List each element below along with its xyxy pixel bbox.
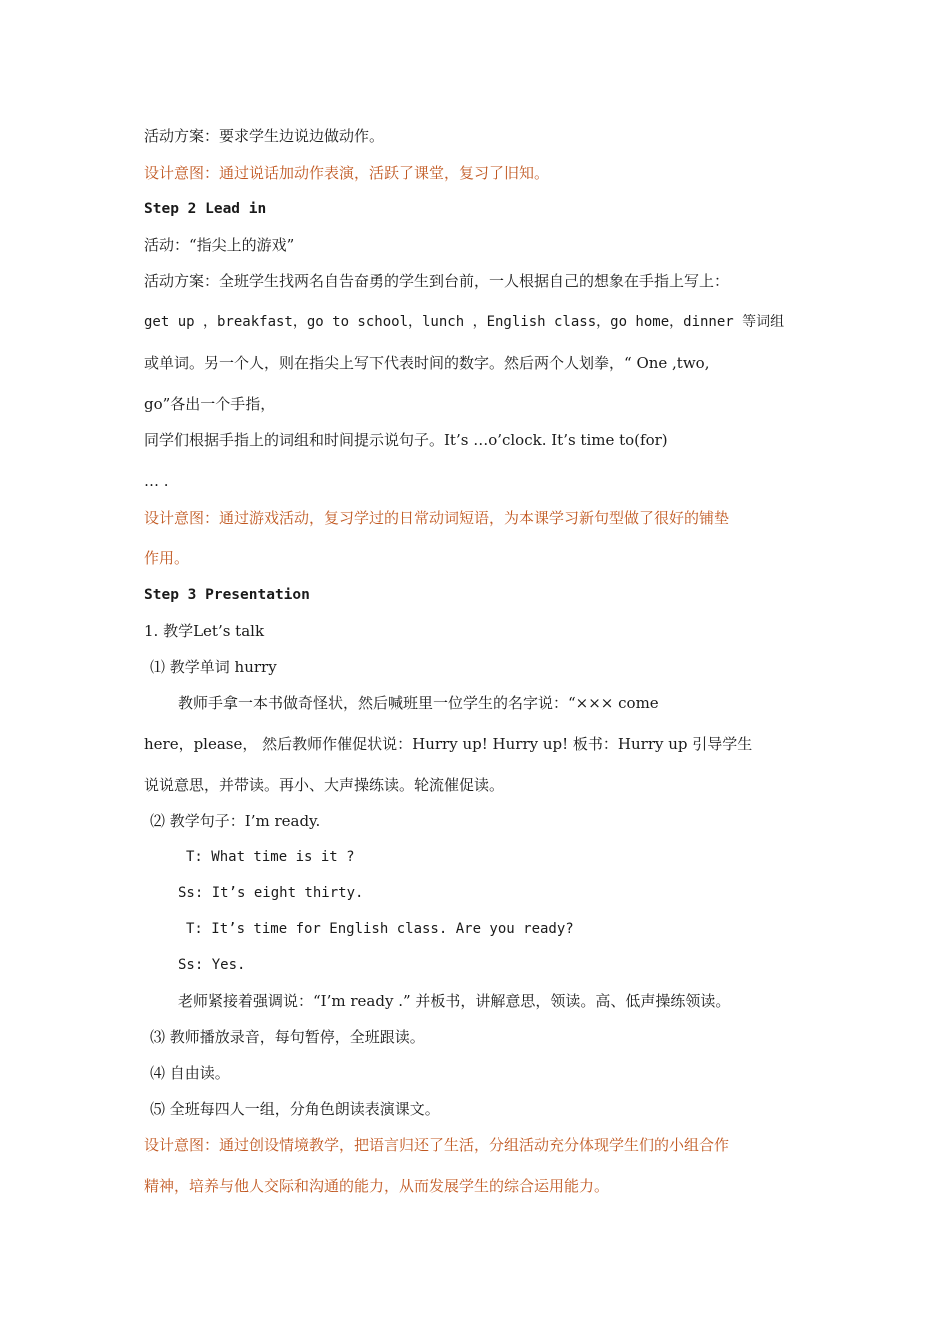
paragraph-line: … .	[144, 472, 169, 490]
paragraph-line: go”各出一个手指，	[144, 395, 276, 413]
dialogue-line: T: What time is it ?	[186, 849, 355, 865]
paragraph-line: 说说意思，并带读。再小、大声操练读。轮流催促读。	[144, 776, 505, 794]
paragraph-line: 老师紧接着强调说：“I’m ready .” 并板书，讲解意思，领读。高、低声操练领读。	[178, 992, 731, 1010]
dialogue-line: T: It’s time for English class. Are you ready?	[186, 921, 574, 937]
word-list-line: get up ，breakfast，go to school，lunch ，English class，go home，dinner 等词组	[144, 314, 785, 330]
step-3-heading: Step 3 Presentation	[144, 587, 310, 603]
list-item: ⑶ 教师播放录音，每句暂停，全班跟读。	[150, 1028, 425, 1046]
dialogue-line: Ss: It’s eight thirty.	[178, 885, 364, 901]
design-intent-line: 精神，培养与他人交际和沟通的能力，从而发展学生的综合运用能力。	[144, 1177, 610, 1195]
activity-title: 活动：“指尖上的游戏”	[144, 236, 295, 254]
paragraph-line: 教师手拿一本书做奇怪状，然后喊班里一位学生的名字说：“××× come	[178, 694, 659, 712]
list-item: ⑷ 自由读。	[150, 1064, 230, 1082]
activity-plan-line: 活动方案：要求学生边说边做动作。	[144, 127, 385, 145]
design-intent-line: 设计意图：通过游戏活动，复习学过的日常动词短语，为本课学习新句型做了很好的铺垫	[144, 509, 730, 527]
design-intent-line: 作用。	[144, 549, 190, 567]
dialogue-line: Ss: Yes.	[178, 957, 246, 973]
list-item: 1. 教学Let’s talk	[144, 622, 265, 640]
paragraph-line: 或单词。另一个人，则在指尖上写下代表时间的数字。然后两个人划拳，“ One ,two,	[144, 354, 710, 372]
step-2-heading: Step 2 Lead in	[144, 201, 267, 217]
design-intent-line: 设计意图：通过创设情境教学，把语言归还了生活，分组活动充分体现学生们的小组合作	[144, 1136, 730, 1154]
list-item: ⑴ 教学单词 hurry	[150, 658, 277, 676]
paragraph-line: here，please， 然后教师作催促状说：Hurry up! Hurry up! 板书：Hurry up 引导学生	[144, 735, 753, 753]
design-intent-line: 设计意图：通过说话加动作表演，活跃了课堂，复习了旧知。	[144, 164, 550, 182]
paragraph-line: 同学们根据手指上的词组和时间提示说句子。It’s …o’clock. It’s time to(for)	[144, 431, 668, 449]
list-item: ⑵ 教学句子：I’m ready.	[150, 812, 321, 830]
activity-plan-line: 活动方案：全班学生找两名自告奋勇的学生到台前，一人根据自己的想象在手指上写上：	[144, 272, 730, 290]
list-item: ⑸ 全班每四人一组，分角色朗读表演课文。	[150, 1100, 440, 1118]
